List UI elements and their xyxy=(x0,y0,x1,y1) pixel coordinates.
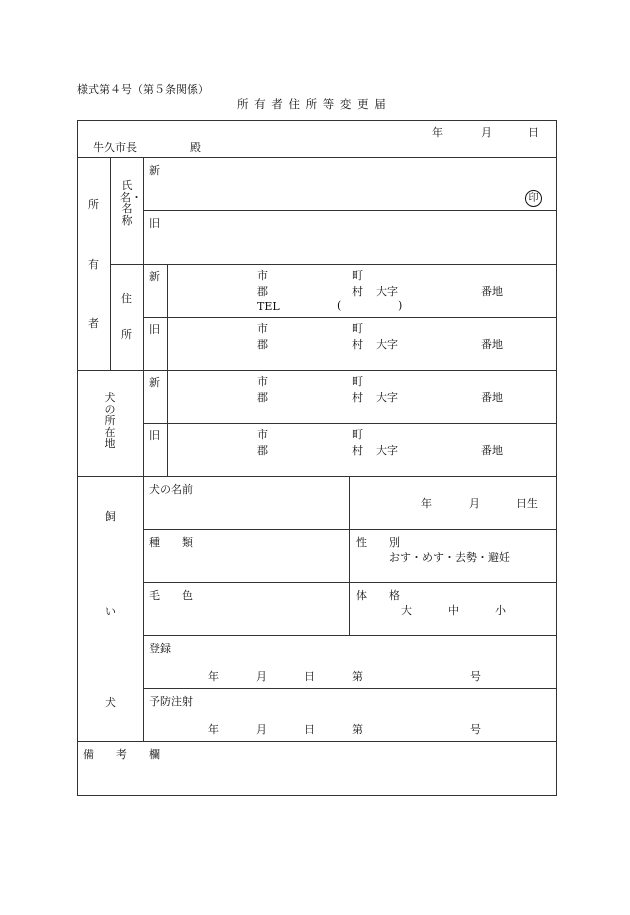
tel-open-paren: ( xyxy=(337,299,342,312)
dog-location-label: 犬の所在地 xyxy=(104,391,116,451)
addr-old-mura: 村 xyxy=(352,338,363,351)
loc-new-mura: 村 xyxy=(352,391,363,404)
location-old-label: 旧 xyxy=(149,429,160,442)
form-title: 所 有 者 住 所 等 変 更 届 xyxy=(237,97,387,111)
sep-location-new-old xyxy=(143,423,557,424)
body-size-label: 体 格 xyxy=(356,589,400,602)
addr-new-gun: 郡 xyxy=(257,285,268,298)
addr-new-cho: 町 xyxy=(352,269,363,282)
sep-header xyxy=(77,157,557,158)
seal-icon: 印 xyxy=(525,190,542,207)
name-label: 氏名・名称 xyxy=(120,179,142,227)
loc-new-banchi: 番地 xyxy=(481,391,503,404)
breed-label: 種 類 xyxy=(149,536,193,549)
reg-month: 月 xyxy=(256,670,267,683)
remarks-label: 備 考 欄 xyxy=(83,748,160,761)
reg-day: 日 xyxy=(304,670,315,683)
vac-year: 年 xyxy=(208,723,219,736)
vac-number-suffix: 号 xyxy=(470,723,481,736)
sep-dog xyxy=(77,741,557,742)
size-medium: 中 xyxy=(448,604,459,617)
owner-label-char-3: 者 xyxy=(88,317,99,330)
frame-bottom xyxy=(77,795,557,796)
date-day: 日 xyxy=(528,126,539,139)
loc-new-oaza: 大字 xyxy=(376,391,398,404)
sep-owner xyxy=(77,370,557,371)
birth-year: 年 xyxy=(421,497,432,510)
form-number: 様式第４号（第５条関係） xyxy=(77,83,209,96)
address-label-1: 住 xyxy=(121,292,132,305)
address-label-2: 所 xyxy=(121,328,132,341)
sep-dog-row3 xyxy=(143,635,557,636)
sex-label: 性 別 xyxy=(356,536,400,549)
loc-old-shi: 市 xyxy=(257,428,268,441)
birth-month: 月 xyxy=(469,497,480,510)
sep-dog-row4 xyxy=(143,688,557,689)
tel-close-paren: ) xyxy=(398,299,403,312)
reg-number-suffix: 号 xyxy=(470,670,481,683)
date-year: 年 xyxy=(432,126,443,139)
loc-old-gun: 郡 xyxy=(257,444,268,457)
sep-dog-row1 xyxy=(143,529,557,530)
location-new-label: 新 xyxy=(149,376,160,389)
vsep-owner xyxy=(110,157,111,370)
loc-old-banchi: 番地 xyxy=(481,444,503,457)
name-old-label: 旧 xyxy=(149,217,160,230)
dog-label-char-2: い xyxy=(105,605,116,618)
vac-month: 月 xyxy=(256,723,267,736)
sep-dog-row2 xyxy=(143,582,557,583)
loc-new-gun: 郡 xyxy=(257,391,268,404)
loc-old-cho: 町 xyxy=(352,428,363,441)
date-month: 月 xyxy=(481,126,492,139)
addr-old-oaza: 大字 xyxy=(376,338,398,351)
addressee-honorific: 殿 xyxy=(190,141,201,154)
addr-old-banchi: 番地 xyxy=(481,338,503,351)
birth-day: 日生 xyxy=(516,497,538,510)
addr-new-shi: 市 xyxy=(257,269,268,282)
sep-location xyxy=(77,476,557,477)
sep-name-address xyxy=(110,264,557,265)
loc-old-mura: 村 xyxy=(352,444,363,457)
frame-right xyxy=(556,120,557,796)
addr-new-mura: 村 xyxy=(352,285,363,298)
addr-old-cho: 町 xyxy=(352,322,363,335)
frame-top xyxy=(77,120,557,121)
reg-number-prefix: 第 xyxy=(352,670,363,683)
addressee-mayor: 牛久市長 xyxy=(93,141,137,154)
dog-label-char-3: 犬 xyxy=(105,696,116,709)
addr-old-gun: 郡 xyxy=(257,338,268,351)
vaccination-label: 予防注射 xyxy=(149,695,193,708)
vsep-newold xyxy=(167,264,168,476)
reg-year: 年 xyxy=(208,670,219,683)
size-small: 小 xyxy=(495,604,506,617)
address-old-label: 旧 xyxy=(149,323,160,336)
loc-new-shi: 市 xyxy=(257,375,268,388)
owner-label-char-1: 所 xyxy=(88,198,99,211)
size-large: 大 xyxy=(401,604,412,617)
frame-left xyxy=(77,120,78,796)
sex-options: おす・めす・去勢・避妊 xyxy=(389,551,510,564)
registration-label: 登録 xyxy=(149,642,171,655)
vsep-dog-half xyxy=(349,476,350,635)
vac-number-prefix: 第 xyxy=(352,723,363,736)
coat-color-label: 毛 色 xyxy=(149,589,193,602)
sep-name-new-old xyxy=(143,210,557,211)
dog-label-char-1: 飼 xyxy=(105,510,116,523)
vac-day: 日 xyxy=(304,723,315,736)
loc-old-oaza: 大字 xyxy=(376,444,398,457)
dog-name-label: 犬の名前 xyxy=(149,483,193,496)
tel-label: TEL xyxy=(257,300,280,313)
owner-label-char-2: 有 xyxy=(88,258,99,271)
name-new-label: 新 xyxy=(149,164,160,177)
addr-new-banchi: 番地 xyxy=(481,285,503,298)
addr-old-shi: 市 xyxy=(257,322,268,335)
addr-new-oaza: 大字 xyxy=(376,285,398,298)
vsep-label xyxy=(143,157,144,741)
address-new-label: 新 xyxy=(149,270,160,283)
sep-address-new-old xyxy=(143,317,557,318)
loc-new-cho: 町 xyxy=(352,375,363,388)
